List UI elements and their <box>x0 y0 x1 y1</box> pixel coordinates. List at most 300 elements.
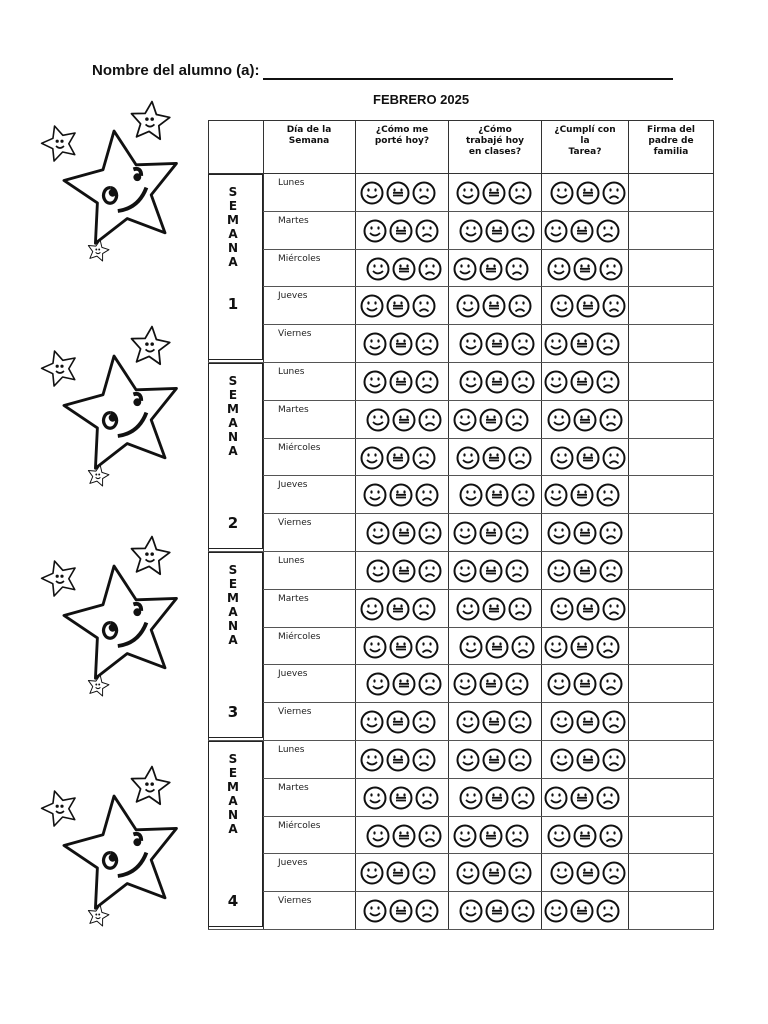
header-day: Día de la Semana <box>286 125 332 146</box>
parent-signature-cell[interactable] <box>629 552 713 588</box>
neutral-face-icon[interactable] <box>386 861 410 885</box>
homework-faces <box>550 294 626 318</box>
neutral-face-icon[interactable] <box>573 521 597 545</box>
work-faces <box>456 861 532 885</box>
happy-face-icon[interactable] <box>550 294 574 318</box>
neutral-face-icon[interactable] <box>389 219 413 243</box>
week-label-letters: S E M A N A <box>227 185 239 269</box>
week-number: 1 <box>227 295 239 313</box>
participation-faces <box>360 748 436 772</box>
sad-face-icon[interactable] <box>602 748 626 772</box>
neutral-face-icon[interactable] <box>576 446 600 470</box>
neutral-face-icon[interactable] <box>482 861 506 885</box>
parent-signature-cell[interactable] <box>629 665 713 701</box>
neutral-face-icon[interactable] <box>573 408 597 432</box>
happy-face-icon[interactable] <box>459 899 483 923</box>
happy-face-icon[interactable] <box>363 786 387 810</box>
neutral-face-icon[interactable] <box>386 294 410 318</box>
happy-face-icon[interactable] <box>550 861 574 885</box>
happy-face-icon[interactable] <box>360 710 384 734</box>
smiling-star-icon <box>40 787 80 827</box>
parent-signature-cell[interactable] <box>629 703 713 739</box>
neutral-face-icon[interactable] <box>576 597 600 621</box>
sad-face-icon[interactable] <box>418 672 442 696</box>
smiling-star-icon <box>86 903 110 927</box>
neutral-face-icon[interactable] <box>389 370 413 394</box>
sad-face-icon[interactable] <box>508 181 532 205</box>
parent-signature-cell[interactable] <box>629 439 713 475</box>
neutral-face-icon[interactable] <box>392 257 416 281</box>
work-faces <box>459 635 535 659</box>
sad-face-icon[interactable] <box>511 219 535 243</box>
neutral-face-icon[interactable] <box>479 408 503 432</box>
work-faces <box>459 219 535 243</box>
smiling-star-icon <box>40 557 80 597</box>
student-name-field[interactable] <box>263 78 673 80</box>
homework-faces <box>550 446 626 470</box>
day-label: Viernes <box>278 518 312 529</box>
happy-face-icon[interactable] <box>363 483 387 507</box>
parent-signature-cell[interactable] <box>629 628 713 664</box>
neutral-face-icon[interactable] <box>389 899 413 923</box>
sad-face-icon[interactable] <box>415 219 439 243</box>
week-label-box <box>208 741 263 927</box>
sad-face-icon[interactable] <box>505 257 529 281</box>
sad-face-icon[interactable] <box>418 257 442 281</box>
sad-face-icon[interactable] <box>415 332 439 356</box>
day-label: Miércoles <box>278 253 321 264</box>
participation-faces <box>360 446 436 470</box>
week-number: 4 <box>227 892 239 910</box>
participation-faces <box>360 597 436 621</box>
smiling-star-icon <box>128 323 172 367</box>
sad-face-icon[interactable] <box>508 294 532 318</box>
sad-face-icon[interactable] <box>511 786 535 810</box>
neutral-face-icon[interactable] <box>570 219 594 243</box>
participation-faces <box>366 257 442 281</box>
neutral-face-icon[interactable] <box>573 672 597 696</box>
participation-faces <box>363 219 439 243</box>
work-faces <box>456 710 532 734</box>
neutral-face-icon[interactable] <box>573 559 597 583</box>
happy-face-icon[interactable] <box>544 219 568 243</box>
day-label: Viernes <box>278 896 312 907</box>
day-label: Martes <box>278 593 309 604</box>
homework-faces <box>547 521 623 545</box>
day-label: Jueves <box>278 858 308 869</box>
sad-face-icon[interactable] <box>602 181 626 205</box>
neutral-face-icon[interactable] <box>386 181 410 205</box>
smiling-star-icon <box>128 763 172 807</box>
work-faces <box>456 181 532 205</box>
parent-signature-cell[interactable] <box>629 212 713 248</box>
work-faces <box>459 899 535 923</box>
sad-face-icon[interactable] <box>508 446 532 470</box>
sad-face-icon[interactable] <box>596 219 620 243</box>
day-label: Jueves <box>278 480 308 491</box>
happy-face-icon[interactable] <box>363 332 387 356</box>
smiling-star-icon <box>86 238 110 262</box>
neutral-face-icon[interactable] <box>485 370 509 394</box>
work-faces <box>459 370 535 394</box>
neutral-face-icon[interactable] <box>482 294 506 318</box>
sad-face-icon[interactable] <box>599 824 623 848</box>
sad-face-icon[interactable] <box>602 597 626 621</box>
happy-face-icon[interactable] <box>550 710 574 734</box>
neutral-face-icon[interactable] <box>479 521 503 545</box>
day-label: Viernes <box>278 329 312 340</box>
happy-face-icon[interactable] <box>366 672 390 696</box>
happy-face-icon[interactable] <box>456 181 480 205</box>
month-title: FEBRERO 2025 <box>373 92 470 107</box>
parent-signature-cell[interactable] <box>629 325 713 361</box>
happy-face-icon[interactable] <box>360 181 384 205</box>
participation-faces <box>363 332 439 356</box>
neutral-face-icon[interactable] <box>479 559 503 583</box>
sad-face-icon[interactable] <box>596 786 620 810</box>
happy-face-icon[interactable] <box>360 861 384 885</box>
sad-face-icon[interactable] <box>412 181 436 205</box>
happy-face-icon[interactable] <box>544 483 568 507</box>
neutral-face-icon[interactable] <box>482 748 506 772</box>
sad-face-icon[interactable] <box>412 294 436 318</box>
sad-face-icon[interactable] <box>602 861 626 885</box>
happy-face-icon[interactable] <box>366 559 390 583</box>
sad-face-icon[interactable] <box>418 824 442 848</box>
parent-signature-cell[interactable] <box>629 817 713 853</box>
day-label: Martes <box>278 782 309 793</box>
sad-face-icon[interactable] <box>415 786 439 810</box>
happy-face-icon[interactable] <box>366 521 390 545</box>
happy-face-icon[interactable] <box>547 824 571 848</box>
neutral-face-icon[interactable] <box>482 446 506 470</box>
happy-face-icon[interactable] <box>459 635 483 659</box>
participation-faces <box>360 181 436 205</box>
participation-faces <box>366 408 442 432</box>
neutral-face-icon[interactable] <box>570 370 594 394</box>
smiling-star-icon <box>128 98 172 142</box>
neutral-face-icon[interactable] <box>386 597 410 621</box>
neutral-face-icon[interactable] <box>389 332 413 356</box>
happy-face-icon[interactable] <box>453 824 477 848</box>
sad-face-icon[interactable] <box>599 559 623 583</box>
homework-faces <box>544 635 620 659</box>
sad-face-icon[interactable] <box>415 483 439 507</box>
homework-faces <box>547 257 623 281</box>
sad-face-icon[interactable] <box>511 635 535 659</box>
neutral-face-icon[interactable] <box>392 521 416 545</box>
participation-faces <box>366 559 442 583</box>
happy-face-icon[interactable] <box>363 635 387 659</box>
day-label: Lunes <box>278 367 305 377</box>
happy-face-icon[interactable] <box>456 748 480 772</box>
sad-face-icon[interactable] <box>596 483 620 507</box>
happy-face-icon[interactable] <box>547 521 571 545</box>
happy-face-icon[interactable] <box>363 899 387 923</box>
sad-face-icon[interactable] <box>415 899 439 923</box>
smiling-star-icon <box>128 533 172 577</box>
day-label: Viernes <box>278 707 312 718</box>
participation-faces <box>363 635 439 659</box>
sad-face-icon[interactable] <box>415 635 439 659</box>
day-label: Martes <box>278 215 309 226</box>
neutral-face-icon[interactable] <box>386 446 410 470</box>
sad-face-icon[interactable] <box>412 446 436 470</box>
neutral-face-icon[interactable] <box>386 710 410 734</box>
happy-face-icon[interactable] <box>453 559 477 583</box>
happy-face-icon[interactable] <box>360 748 384 772</box>
participation-faces <box>363 483 439 507</box>
week-label-letters: S E M A N A <box>227 563 239 647</box>
sad-face-icon[interactable] <box>508 748 532 772</box>
sad-face-icon[interactable] <box>599 672 623 696</box>
neutral-face-icon[interactable] <box>389 483 413 507</box>
neutral-face-icon[interactable] <box>570 635 594 659</box>
week-label-box <box>208 363 263 549</box>
homework-faces <box>544 332 620 356</box>
neutral-face-icon[interactable] <box>485 219 509 243</box>
happy-face-icon[interactable] <box>456 446 480 470</box>
week-label-box <box>208 552 263 738</box>
homework-faces <box>544 899 620 923</box>
happy-face-icon[interactable] <box>459 483 483 507</box>
parent-signature-cell[interactable] <box>629 287 713 323</box>
happy-face-icon[interactable] <box>360 446 384 470</box>
sad-face-icon[interactable] <box>511 899 535 923</box>
participation-faces <box>366 672 442 696</box>
day-label: Jueves <box>278 669 308 680</box>
week-label-letters: S E M A N A <box>227 374 239 458</box>
sad-face-icon[interactable] <box>418 559 442 583</box>
day-label: Jueves <box>278 291 308 302</box>
sad-face-icon[interactable] <box>596 899 620 923</box>
header-signature: Firma del padre de familia <box>647 125 695 157</box>
neutral-face-icon[interactable] <box>576 748 600 772</box>
happy-face-icon[interactable] <box>459 786 483 810</box>
homework-faces <box>547 824 623 848</box>
sad-face-icon[interactable] <box>505 521 529 545</box>
sad-face-icon[interactable] <box>505 824 529 848</box>
neutral-face-icon[interactable] <box>392 672 416 696</box>
work-faces <box>456 748 532 772</box>
parent-signature-cell[interactable] <box>629 779 713 815</box>
sad-face-icon[interactable] <box>599 408 623 432</box>
sad-face-icon[interactable] <box>505 672 529 696</box>
homework-faces <box>547 408 623 432</box>
sad-face-icon[interactable] <box>602 294 626 318</box>
happy-face-icon[interactable] <box>547 408 571 432</box>
week-label-box <box>208 174 263 360</box>
work-faces <box>453 408 529 432</box>
happy-face-icon[interactable] <box>550 597 574 621</box>
neutral-face-icon[interactable] <box>573 824 597 848</box>
sad-face-icon[interactable] <box>505 408 529 432</box>
happy-face-icon[interactable] <box>550 181 574 205</box>
participation-faces <box>360 294 436 318</box>
sad-face-icon[interactable] <box>508 710 532 734</box>
sad-face-icon[interactable] <box>511 332 535 356</box>
sad-face-icon[interactable] <box>511 370 535 394</box>
neutral-face-icon[interactable] <box>482 181 506 205</box>
neutral-face-icon[interactable] <box>482 597 506 621</box>
happy-face-icon[interactable] <box>453 257 477 281</box>
sad-face-icon[interactable] <box>508 597 532 621</box>
neutral-face-icon[interactable] <box>479 824 503 848</box>
sad-face-icon[interactable] <box>418 408 442 432</box>
homework-faces <box>550 181 626 205</box>
happy-face-icon[interactable] <box>366 824 390 848</box>
neutral-face-icon[interactable] <box>389 635 413 659</box>
neutral-face-icon[interactable] <box>392 559 416 583</box>
week-number: 3 <box>227 703 239 721</box>
happy-face-icon[interactable] <box>544 635 568 659</box>
neutral-face-icon[interactable] <box>570 332 594 356</box>
sad-face-icon[interactable] <box>596 370 620 394</box>
happy-face-icon[interactable] <box>360 597 384 621</box>
neutral-face-icon[interactable] <box>573 257 597 281</box>
smiling-star-icon <box>86 673 110 697</box>
happy-face-icon[interactable] <box>459 332 483 356</box>
sad-face-icon[interactable] <box>505 559 529 583</box>
parent-signature-cell[interactable] <box>629 363 713 399</box>
happy-face-icon[interactable] <box>547 672 571 696</box>
happy-face-icon[interactable] <box>360 294 384 318</box>
header-work: ¿Cómo trabajé hoy en clases? <box>465 125 525 157</box>
homework-faces <box>547 672 623 696</box>
neutral-face-icon[interactable] <box>479 672 503 696</box>
work-faces <box>453 559 529 583</box>
neutral-face-icon[interactable] <box>392 824 416 848</box>
parent-signature-cell[interactable] <box>629 476 713 512</box>
sad-face-icon[interactable] <box>511 483 535 507</box>
happy-face-icon[interactable] <box>456 597 480 621</box>
neutral-face-icon[interactable] <box>482 710 506 734</box>
happy-face-icon[interactable] <box>544 899 568 923</box>
neutral-face-icon[interactable] <box>576 710 600 734</box>
parent-signature-cell[interactable] <box>629 514 713 550</box>
neutral-face-icon[interactable] <box>570 483 594 507</box>
work-faces <box>459 786 535 810</box>
day-label: Lunes <box>278 556 305 566</box>
parent-signature-cell[interactable] <box>629 854 713 890</box>
participation-faces <box>360 861 436 885</box>
smiling-star-icon <box>86 463 110 487</box>
parent-signature-cell[interactable] <box>629 590 713 626</box>
neutral-face-icon[interactable] <box>485 899 509 923</box>
happy-face-icon[interactable] <box>453 521 477 545</box>
day-label: Lunes <box>278 178 305 188</box>
neutral-face-icon[interactable] <box>485 786 509 810</box>
sad-face-icon[interactable] <box>508 861 532 885</box>
participation-faces <box>366 521 442 545</box>
sad-face-icon[interactable] <box>418 521 442 545</box>
parent-signature-cell[interactable] <box>629 174 713 210</box>
sad-face-icon[interactable] <box>596 635 620 659</box>
sad-face-icon[interactable] <box>412 710 436 734</box>
happy-face-icon[interactable] <box>547 559 571 583</box>
happy-face-icon[interactable] <box>544 786 568 810</box>
happy-face-icon[interactable] <box>453 672 477 696</box>
work-faces <box>453 521 529 545</box>
happy-face-icon[interactable] <box>459 370 483 394</box>
parent-signature-cell[interactable] <box>629 401 713 437</box>
participation-faces <box>366 824 442 848</box>
neutral-face-icon[interactable] <box>485 483 509 507</box>
sad-face-icon[interactable] <box>599 257 623 281</box>
neutral-face-icon[interactable] <box>392 408 416 432</box>
work-faces <box>456 446 532 470</box>
happy-face-icon[interactable] <box>550 748 574 772</box>
sad-face-icon[interactable] <box>599 521 623 545</box>
happy-face-icon[interactable] <box>544 370 568 394</box>
work-faces <box>453 672 529 696</box>
happy-face-icon[interactable] <box>459 219 483 243</box>
participation-faces <box>363 370 439 394</box>
week-label-letters: S E M A N A <box>227 752 239 836</box>
neutral-face-icon[interactable] <box>389 786 413 810</box>
neutral-face-icon[interactable] <box>576 861 600 885</box>
sad-face-icon[interactable] <box>412 748 436 772</box>
neutral-face-icon[interactable] <box>485 635 509 659</box>
homework-faces <box>544 370 620 394</box>
homework-faces <box>550 748 626 772</box>
neutral-face-icon[interactable] <box>479 257 503 281</box>
neutral-face-icon[interactable] <box>570 899 594 923</box>
header-homework: ¿Cumplí con la Tarea? <box>554 125 616 157</box>
parent-signature-cell[interactable] <box>629 892 713 928</box>
happy-face-icon[interactable] <box>456 861 480 885</box>
homework-faces <box>544 786 620 810</box>
homework-faces <box>544 219 620 243</box>
neutral-face-icon[interactable] <box>485 332 509 356</box>
happy-face-icon[interactable] <box>550 446 574 470</box>
happy-face-icon[interactable] <box>544 332 568 356</box>
smiling-star-icon <box>40 347 80 387</box>
happy-face-icon[interactable] <box>456 294 480 318</box>
sad-face-icon[interactable] <box>412 861 436 885</box>
neutral-face-icon[interactable] <box>576 294 600 318</box>
homework-faces <box>550 861 626 885</box>
work-faces <box>459 483 535 507</box>
homework-faces <box>544 483 620 507</box>
sad-face-icon[interactable] <box>412 597 436 621</box>
neutral-face-icon[interactable] <box>386 748 410 772</box>
participation-faces <box>360 710 436 734</box>
participation-faces <box>363 786 439 810</box>
day-label: Miércoles <box>278 631 321 642</box>
happy-face-icon[interactable] <box>456 710 480 734</box>
happy-face-icon[interactable] <box>363 370 387 394</box>
day-label: Miércoles <box>278 820 321 831</box>
parent-signature-cell[interactable] <box>629 741 713 777</box>
sad-face-icon[interactable] <box>602 446 626 470</box>
sad-face-icon[interactable] <box>415 370 439 394</box>
happy-face-icon[interactable] <box>366 408 390 432</box>
happy-face-icon[interactable] <box>453 408 477 432</box>
work-faces <box>456 294 532 318</box>
happy-face-icon[interactable] <box>366 257 390 281</box>
parent-signature-cell[interactable] <box>629 250 713 286</box>
work-faces <box>453 257 529 281</box>
neutral-face-icon[interactable] <box>576 181 600 205</box>
sad-face-icon[interactable] <box>602 710 626 734</box>
sad-face-icon[interactable] <box>596 332 620 356</box>
work-faces <box>453 824 529 848</box>
neutral-face-icon[interactable] <box>570 786 594 810</box>
day-label: Martes <box>278 404 309 415</box>
happy-face-icon[interactable] <box>547 257 571 281</box>
happy-face-icon[interactable] <box>363 219 387 243</box>
